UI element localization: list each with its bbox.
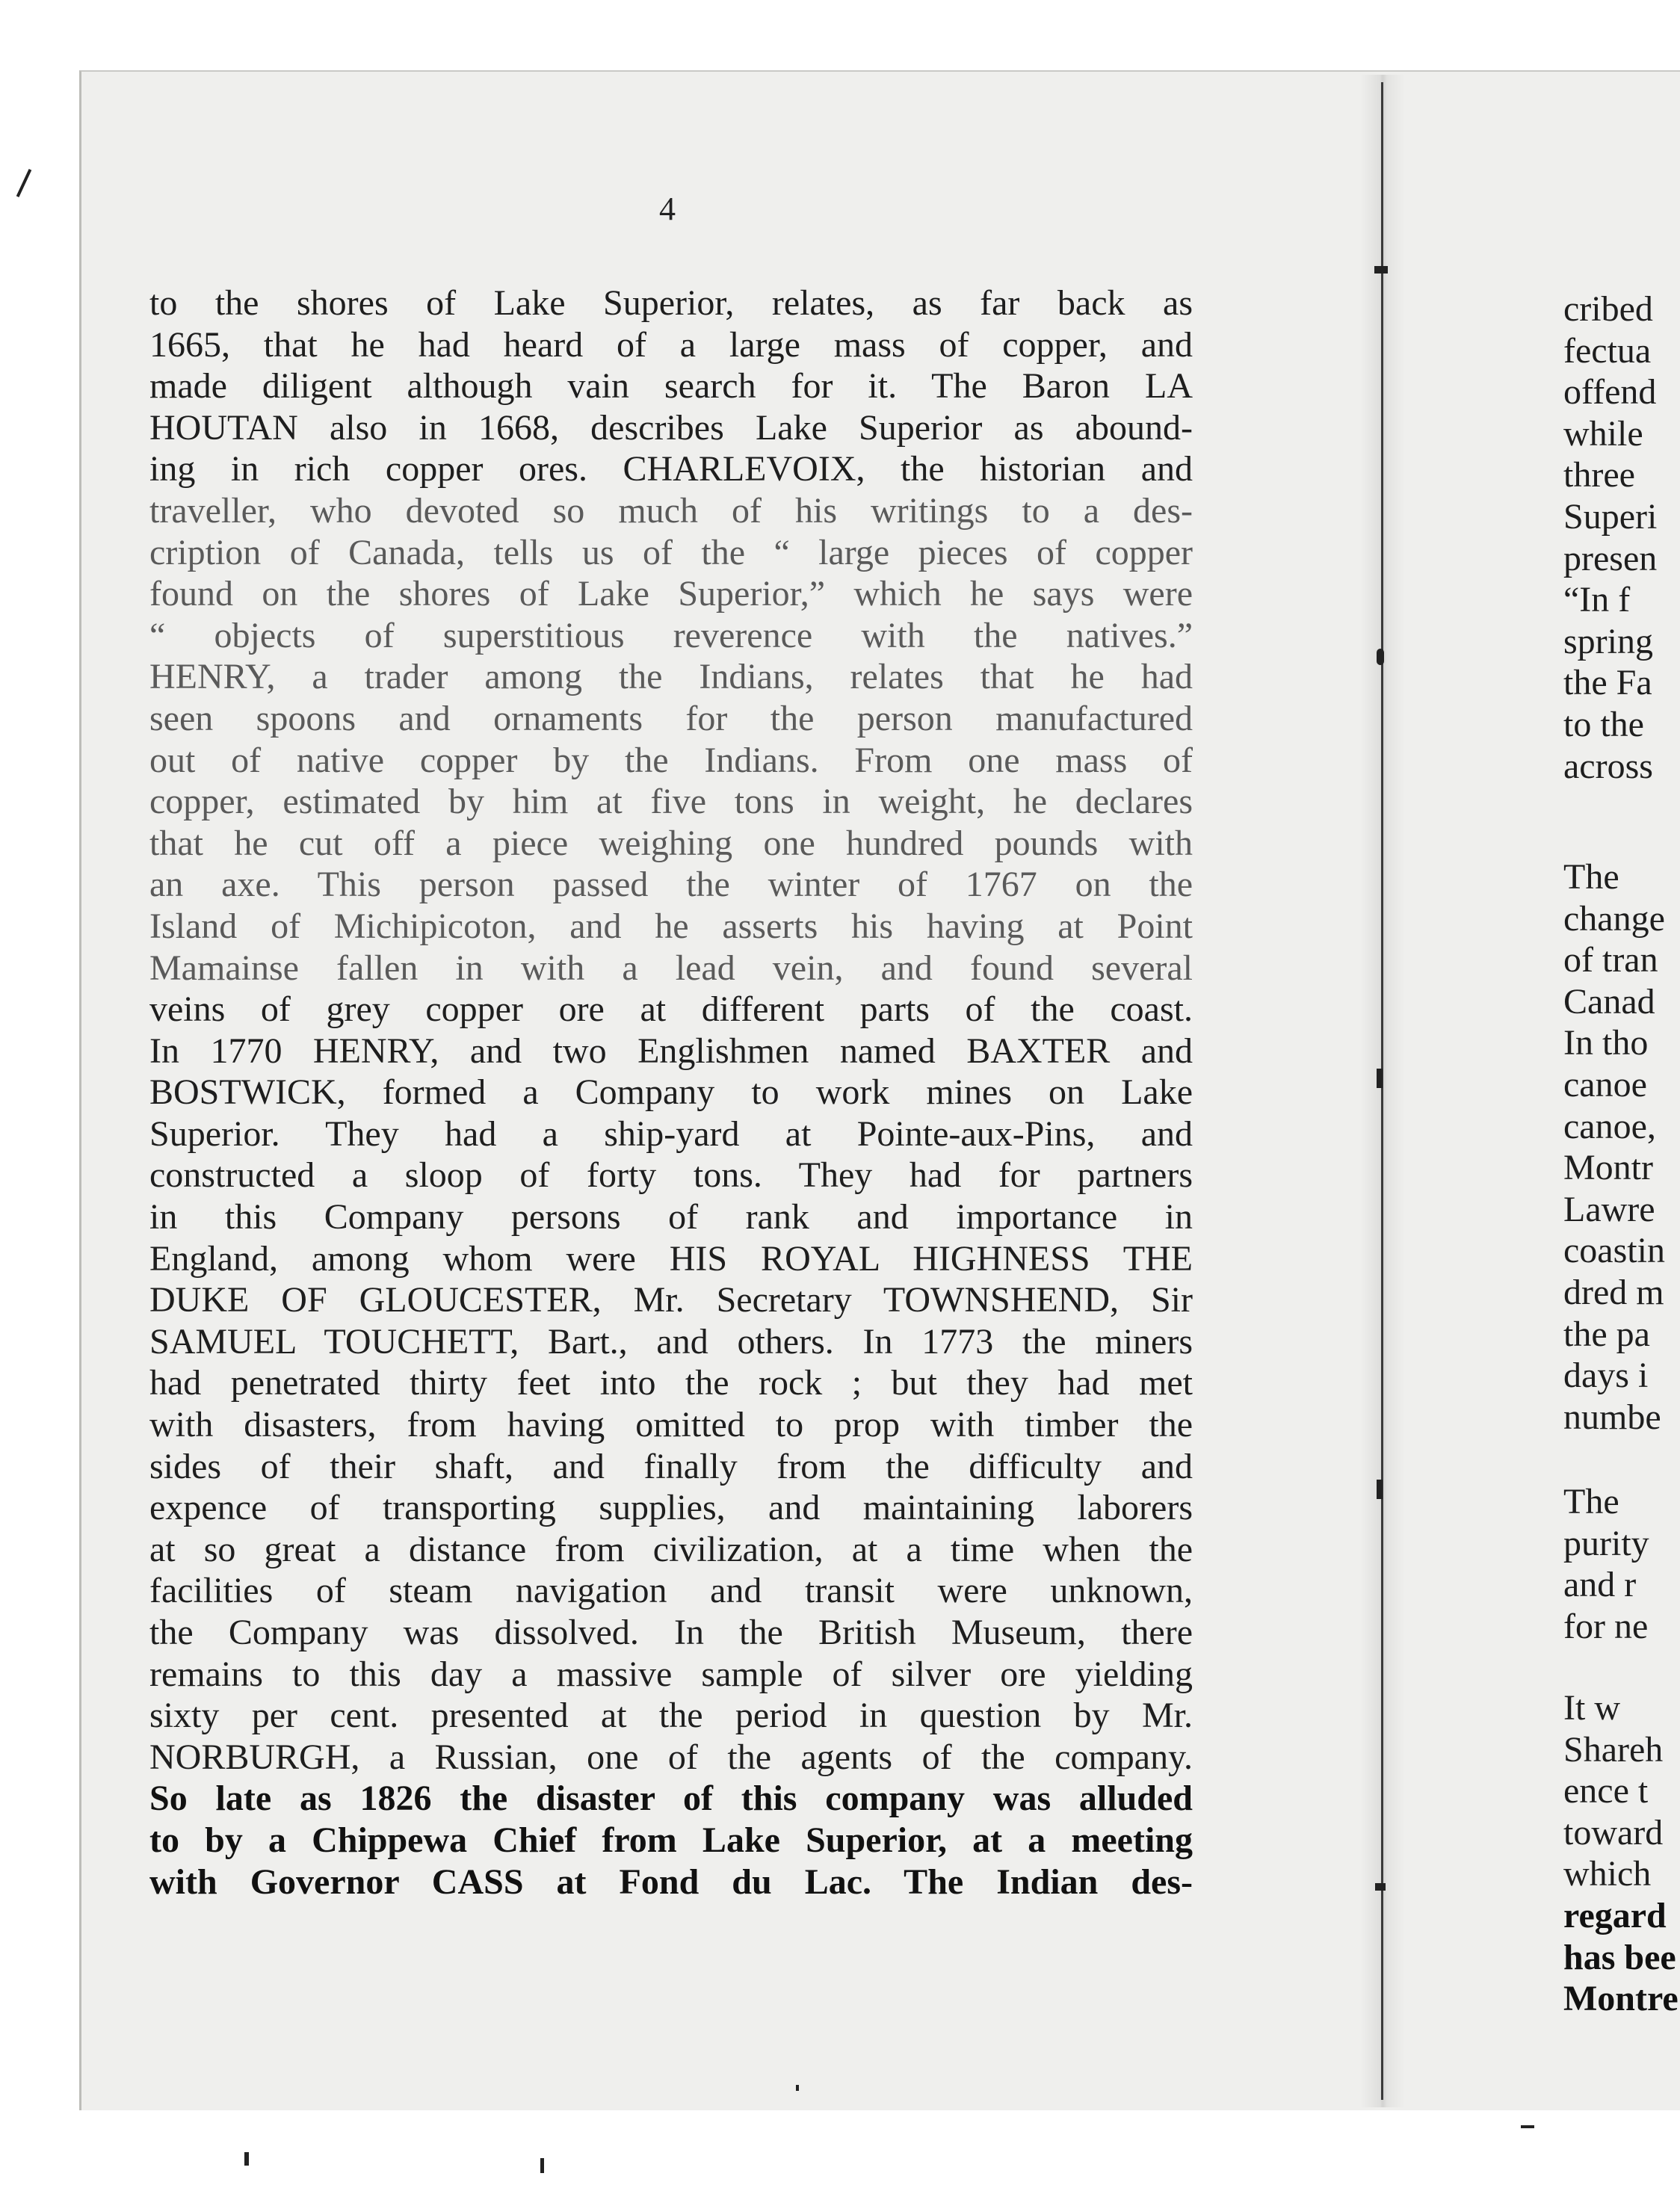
text-line: toward [1563,1812,1664,1852]
text-line: with disasters, from having omitted to prop with timber the [149,1405,1193,1445]
text-line: regard [1563,1895,1667,1935]
text-line: an axe. This person passed the winter of 1767 on the [149,865,1193,905]
text-line: to the shores of Lake Superior, relates, as far back as [149,283,1193,323]
text-line: expence of transporting supplies, and maintaining laborers [149,1488,1193,1528]
binding-mark [1377,1480,1383,1499]
text-line: In 1770 HENRY, and two Englishmen named BAXTER and [149,1030,1193,1071]
text-line: NORBURGH, a Russian, one of the agents of the company. [149,1737,1193,1777]
text-line: while [1563,413,1643,454]
scan-speck [796,2085,799,2091]
text-line: veins of grey copper ore at different parts of the coast. [149,989,1193,1030]
text-line: DUKE OF GLOUCESTER, Mr. Secretary TOWNSHEND, Sir [149,1280,1193,1320]
binding-mark [1377,649,1384,665]
text-line: Mamainse fallen in with a lead vein, and found several [149,948,1193,988]
right-paragraph [1563,1481,1680,1647]
text-line: Montre [1563,1979,1679,2019]
text-line: facilities of steam navigation and transit were unknown, [149,1571,1193,1611]
right-paragraph [1563,1687,1680,2020]
text-line: purity [1563,1523,1649,1563]
scan-speck [1521,2125,1534,2128]
text-line: dred m [1563,1272,1664,1312]
binding-mark [1374,266,1388,274]
text-line: the Fa [1563,663,1652,703]
text-line: remains to this day a massive sample of silver ore yielding [149,1654,1193,1694]
text-line: three [1563,455,1635,495]
text-line: Montr [1563,1148,1653,1188]
text-line: So late as 1826 the disaster of this company was alluded [149,1779,1193,1819]
text-line: change [1563,898,1665,939]
text-line: that he cut off a piece weighing one hundred pounds with [149,823,1193,863]
text-line: fectua [1563,330,1652,371]
binding-gutter-line [1381,82,1383,2100]
binding-mark [1377,1069,1383,1088]
text-line: “ objects of superstitious reverence with the natives.” [149,615,1193,655]
text-line: offend [1563,372,1657,412]
text-line: had penetrated thirty feet into the rock ; but they had met [149,1363,1193,1403]
text-line: sides of their shaft, and finally from the difficulty and [149,1446,1193,1486]
text-line: the pa [1563,1314,1650,1354]
text-line: of tran [1563,940,1658,980]
text-line: It w [1563,1688,1620,1728]
text-line: for ne [1563,1606,1649,1646]
binding-mark [1375,1883,1386,1891]
text-line: cribed [1563,289,1653,329]
text-line: canoe, [1563,1106,1656,1146]
text-line: “In f [1563,580,1631,620]
text-line: to by a Chippewa Chief from Lake Superior, at a meeting [149,1820,1193,1860]
text-line: with Governor CASS at Fond du Lac. The Indian des- [149,1861,1193,1902]
text-line: numbe [1563,1397,1661,1437]
left-page-body [149,282,1193,1903]
text-line: made diligent although vain search for it. The Baron LA [149,366,1193,407]
scan-speck [540,2158,544,2173]
text-line: days i [1563,1356,1649,1396]
scan-speck [244,2152,249,2166]
text-line: coastin [1563,1231,1665,1271]
text-line: out of native copper by the Indians. From one mass of [149,740,1193,780]
text-line: BOSTWICK, formed a Company to work mines on Lake [149,1072,1193,1113]
text-line: Superior. They had a ship-yard at Pointe-aux-Pins, and [149,1113,1193,1154]
text-line: at so great a distance from civilization, at a time when the [149,1529,1193,1569]
text-line: Lawre [1563,1189,1655,1229]
text-line: across [1563,746,1653,786]
right-paragraph [1563,288,1680,787]
text-line: HENRY, a trader among the Indians, relates that he had [149,657,1193,697]
text-line: Canad [1563,981,1655,1022]
text-line: and r [1563,1565,1637,1605]
text-line: Island of Michipicoton, and he asserts his having at Point [149,906,1193,946]
text-line: Superi [1563,496,1658,537]
text-line: seen spoons and ornaments for the person manufactured [149,698,1193,738]
page-number: 4 [659,191,676,227]
text-line: The [1563,857,1619,897]
text-line: ence t [1563,1771,1649,1811]
text-line: constructed a sloop of forty tons. They had for partners [149,1155,1193,1196]
text-line: canoe [1563,1064,1647,1104]
text-line: the Company was dissolved. In the British Museum, there [149,1613,1193,1652]
text-line: SAMUEL TOUCHETT, Bart., and others. In 1773 the miners [149,1321,1193,1362]
text-line: to the [1563,704,1644,744]
text-line: which [1563,1854,1652,1894]
text-line: HOUTAN also in 1668, describes Lake Superior as abound- [149,407,1193,448]
text-line: in this Company persons of rank and importance in [149,1197,1193,1237]
text-line: In tho [1563,1023,1649,1063]
text-line: cription of Canada, tells us of the “ large pieces of copper [149,532,1193,572]
text-line: copper, estimated by him at five tons in weight, he declares [149,782,1193,822]
text-line: traveller, who devoted so much of his writings to a des- [149,490,1193,531]
right-paragraph [1563,856,1680,1438]
text-line: ing in rich copper ores. CHARLEVOIX, the historian and [149,449,1193,489]
text-line: has bee [1563,1937,1676,1977]
text-line: The [1563,1482,1619,1521]
text-line: sixty per cent. presented at the period in question by Mr. [149,1696,1193,1736]
text-line: Shareh [1563,1729,1664,1770]
text-line: England, among whom were HIS ROYAL HIGHNESS THE [149,1238,1193,1279]
text-line: presen [1563,538,1658,578]
text-line: spring [1563,621,1653,661]
text-line: found on the shores of Lake Superior,” which he says were [149,574,1193,614]
text-line: 1665, that he had heard of a large mass of copper, and [149,324,1193,365]
